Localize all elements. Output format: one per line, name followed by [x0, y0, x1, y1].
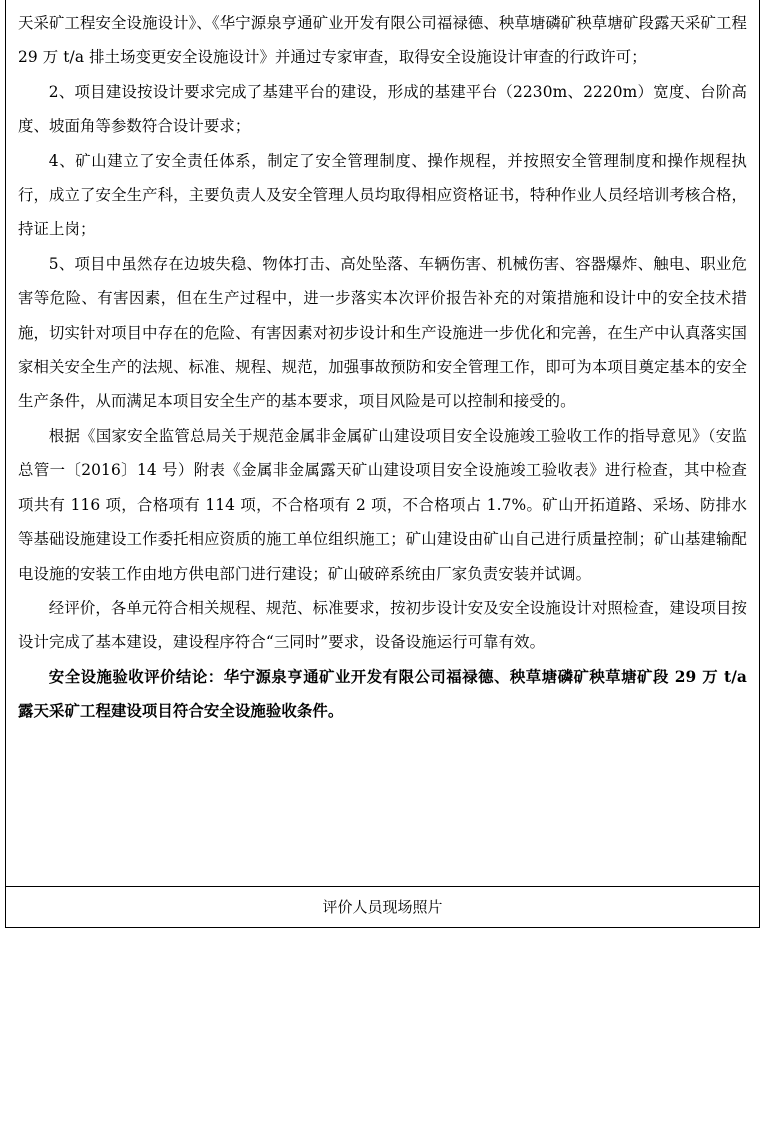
photo-section-header: 评价人员现场照片 — [322, 898, 443, 916]
paragraph-item-5: 5、项目中虽然存在边坡失稳、物体打击、高处坠落、车辆伤害、机械伤害、容器爆炸、触电、职业危害等危险、有害因素，但在生产过程中，进一步落实本次评价报告补充的对策措施和设计中的安全技术措施，切实针对项目中存在的危险、有害因素对初步设计和生产设施进一步优化和完善，在生产中认真落实国家相关安全生产的法规、标准、规程、规范，加强事故预防和安全管理工作，即可为本项目奠定基本的安全生产条件，从而满足本项目安全生产的基本要求，项目风险是可以控制和接受的。 — [18, 254, 747, 411]
paragraph-item-2: 2、项目建设按设计要求完成了基建平台的建设，形成的基建平台（2230m、2220m）宽度、台阶高度、坡面角等参数符合设计要求； — [18, 82, 747, 136]
conclusion-cell — [6, 0, 759, 887]
paragraph-item-4: 4、矿山建立了安全责任体系，制定了安全管理制度、操作规程，并按照安全管理制度和操作规程执行，成立了安全生产科，主要负责人及安全管理人员均取得相应资格证书，特种作业人员经培训考核合格，持证上岗； — [18, 151, 747, 239]
paragraph-conclusion: 安全设施验收评价结论：华宁源泉亨通矿业开发有限公司福禄德、秧草塘磷矿秧草塘矿段 29 万 t/a 露天采矿工程建设项目符合安全设施验收条件。 — [18, 667, 747, 721]
paragraph-intro: 天采矿工程安全设施设计》、《华宁源泉亨通矿业开发有限公司福禄德、秧草塘磷矿秧草塘矿段露天采矿工程 29 万 t/a 排土场变更安全设施设计》并通过专家审查，取得安全设施设计审查的行政许可； — [18, 14, 747, 67]
paragraph-inspection: 根据《国家安全监管总局关于规范金属非金属矿山建设项目安全设施竣工验收工作的指导意见》（安监总管一〔2016〕14 号）附表《金属非金属露天矿山建设项目安全设施竣工验收表》进行检查，其中检查项共有 116 项，合格项有 114 项，不合格项有 2 项，不合格项占 1.7%。矿山开拓道路、采场、防排水等基础设施建设工作委托相应资质的施工单位组织施工；矿山建设由矿山自己进行质量控制；矿山基建输配电设施的安装工作由地方供电部门进行建设；矿山破碎系统由厂家负责安装并试调。 — [18, 426, 747, 583]
report-table — [5, 0, 760, 928]
paragraph-evaluation: 经评价，各单元符合相关规程、规范、标准要求，按初步设计安及安全设施设计对照检查，建设项目按设计完成了基本建设，建设程序符合“三同时”要求，设备设施运行可靠有效。 — [18, 598, 747, 652]
